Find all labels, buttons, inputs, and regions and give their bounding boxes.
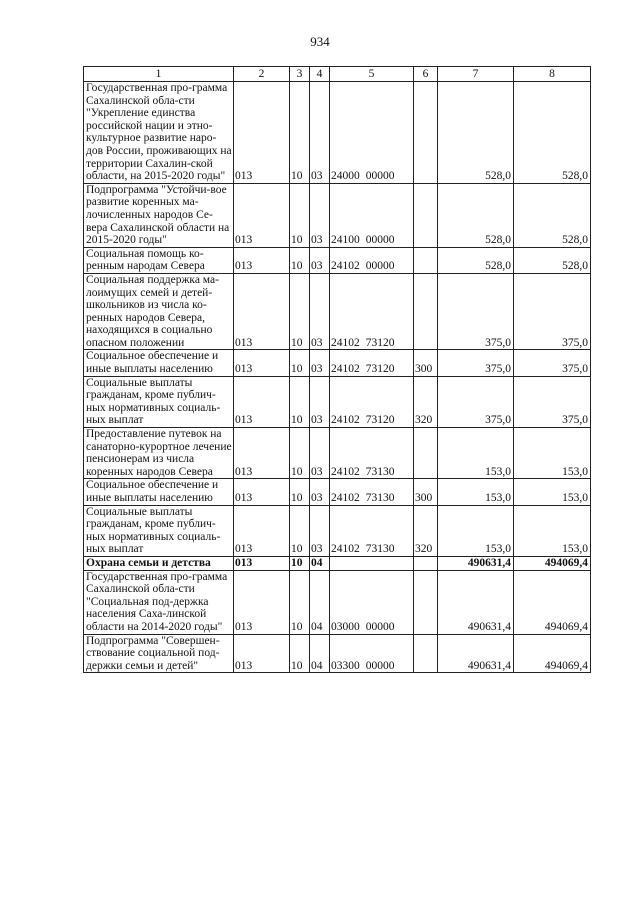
row-name-cell: Социальное обеспечение и иные выплаты населению: [84, 350, 234, 376]
row-section-cell: 10: [290, 634, 310, 673]
target-article-part-2: 73120: [365, 336, 395, 349]
row-target-article-cell: [330, 183, 414, 247]
table-row: [84, 556, 591, 570]
row-target-article-cell: [330, 505, 414, 556]
header-cell-2: 2: [234, 67, 290, 82]
row-subsection-cell: 04: [310, 570, 330, 634]
target-article-part-1: 24102: [331, 465, 360, 478]
table-row: [84, 376, 591, 427]
row-expense-type-cell: [414, 556, 438, 570]
target-article-part-1: 24102: [331, 260, 360, 273]
target-article-part-1: 24100: [331, 234, 360, 247]
row-subsection-cell: 03: [310, 82, 330, 184]
header-cell-6: 6: [414, 67, 438, 82]
table-row: [84, 428, 591, 479]
row-name-cell: Социальные выплаты гражданам, кроме публич-ных нормативных социаль-ных выплат: [84, 505, 234, 556]
row-ministry-code-cell: 013: [234, 556, 290, 570]
row-name-cell: Государственная про-грамма Сахалинской обла-сти "Укрепление единства российской нации и этно-культурное развитие наро-дов России, проживающих на территории Сахалин-ской области, на 2015-2020 годы": [84, 82, 234, 184]
row-amount-2016-cell: 528,0: [438, 82, 514, 184]
row-amount-2017-cell: 494069,4: [514, 634, 591, 673]
row-amount-2016-cell: 490631,4: [438, 570, 514, 634]
row-amount-2017-cell: 528,0: [514, 82, 591, 184]
header-cell-5: 5: [330, 67, 414, 82]
row-amount-2016-cell: 375,0: [438, 273, 514, 350]
row-ministry-code-cell: 013: [234, 82, 290, 184]
table-row: [84, 479, 591, 505]
target-article-part-2: 73120: [365, 363, 395, 376]
row-subsection-cell: 03: [310, 428, 330, 479]
row-amount-2016-cell: 490631,4: [438, 556, 514, 570]
target-article-part-1: 24102: [331, 543, 360, 556]
table-row: [84, 183, 591, 247]
target-article-part-2: 00000: [365, 260, 395, 273]
row-name-cell: Социальная помощь ко-ренным народам Севера: [84, 247, 234, 273]
table-header-row: [84, 67, 591, 82]
row-amount-2016-cell: 375,0: [438, 376, 514, 427]
target-article-part-2: 00000: [365, 659, 395, 672]
row-expense-type-cell: [414, 82, 438, 184]
row-section-cell: 10: [290, 479, 310, 505]
row-amount-2016-cell: 528,0: [438, 247, 514, 273]
row-expense-type-cell: [414, 247, 438, 273]
row-ministry-code-cell: 013: [234, 247, 290, 273]
row-name-cell: Социальные выплаты гражданам, кроме публич-ных нормативных социаль-ных выплат: [84, 376, 234, 427]
row-subsection-cell: 03: [310, 350, 330, 376]
row-amount-2016-cell: 375,0: [438, 350, 514, 376]
budget-table: [83, 66, 591, 673]
row-expense-type-cell: 320: [414, 376, 438, 427]
row-section-cell: 10: [290, 556, 310, 570]
page-number: 934: [310, 34, 330, 49]
row-expense-type-cell: 300: [414, 479, 438, 505]
target-article-part-2: 73130: [365, 492, 395, 504]
row-section-cell: 10: [290, 428, 310, 479]
row-target-article-cell: [330, 556, 414, 570]
row-ministry-code-cell: 013: [234, 479, 290, 505]
row-section-cell: 10: [290, 376, 310, 427]
header-cell-3: 3: [290, 67, 310, 82]
row-amount-2016-cell: 528,0: [438, 183, 514, 247]
target-article-part-2: 73120: [365, 414, 395, 427]
row-name-cell: Социальная поддержка ма-лоимущих семей и детей-школьников из числа ко-ренных народов Севера, находящихся в социально опасном положении: [84, 273, 234, 350]
row-name-cell: Подпрограмма "Совершен-ствование социальной под-держки семьи и детей": [84, 634, 234, 673]
table-row: [84, 350, 591, 376]
row-subsection-cell: 03: [310, 505, 330, 556]
row-amount-2016-cell: 153,0: [438, 479, 514, 505]
row-ministry-code-cell: 013: [234, 350, 290, 376]
row-section-cell: 10: [290, 505, 310, 556]
row-amount-2017-cell: 375,0: [514, 376, 591, 427]
row-target-article-cell: [330, 376, 414, 427]
row-target-article-cell: [330, 82, 414, 184]
row-target-article-cell: [330, 273, 414, 350]
row-expense-type-cell: [414, 570, 438, 634]
row-section-cell: 10: [290, 82, 310, 184]
header-cell-8: 8: [514, 67, 591, 82]
row-amount-2017-cell: 375,0: [514, 350, 591, 376]
row-subsection-cell: 03: [310, 479, 330, 505]
row-name-cell: Подпрограмма "Устойчи-вое развитие коренных ма-лочисленных народов Се-вера Сахалинской области на 2015-2020 годы": [84, 183, 234, 247]
row-amount-2017-cell: 528,0: [514, 183, 591, 247]
row-amount-2017-cell: 153,0: [514, 505, 591, 556]
row-expense-type-cell: [414, 273, 438, 350]
row-amount-2017-cell: 494069,4: [514, 556, 591, 570]
target-article-part-1: 24102: [331, 363, 360, 376]
row-name-cell: Охрана семьи и детства: [84, 556, 234, 570]
table-row: [84, 505, 591, 556]
table-row: [84, 273, 591, 350]
target-article-part-2: 00000: [365, 620, 395, 633]
row-expense-type-cell: 320: [414, 505, 438, 556]
row-expense-type-cell: [414, 183, 438, 247]
target-article-part-2: 00000: [365, 234, 395, 247]
row-section-cell: 10: [290, 183, 310, 247]
target-article-part-1: 24000: [331, 170, 360, 183]
row-ministry-code-cell: 013: [234, 376, 290, 427]
row-name-cell: Предоставление путевок на санаторно-курортное лечение пенсионерам из числа коренных народов Севера: [84, 428, 234, 479]
row-section-cell: 10: [290, 247, 310, 273]
row-amount-2017-cell: 153,0: [514, 479, 591, 505]
row-subsection-cell: 04: [310, 634, 330, 673]
header-cell-1: 1: [84, 67, 234, 82]
row-ministry-code-cell: 013: [234, 428, 290, 479]
row-amount-2016-cell: 490631,4: [438, 634, 514, 673]
row-ministry-code-cell: 013: [234, 183, 290, 247]
row-amount-2016-cell: 153,0: [438, 505, 514, 556]
target-article-part-1: 24102: [331, 336, 360, 349]
row-expense-type-cell: [414, 634, 438, 673]
row-amount-2017-cell: 494069,4: [514, 570, 591, 634]
target-article-part-2: 73130: [365, 465, 395, 478]
row-subsection-cell: 03: [310, 247, 330, 273]
target-article-part-1: 24102: [331, 492, 360, 504]
table-row: [84, 82, 591, 184]
row-target-article-cell: [330, 247, 414, 273]
row-ministry-code-cell: 013: [234, 570, 290, 634]
row-amount-2017-cell: 153,0: [514, 428, 591, 479]
target-article-part-2: 00000: [365, 170, 395, 183]
row-name-cell: Социальное обеспечение и иные выплаты населению: [84, 479, 234, 505]
row-amount-2017-cell: 528,0: [514, 247, 591, 273]
row-target-article-cell: [330, 634, 414, 673]
target-article-part-1: 24102: [331, 414, 360, 427]
row-target-article-cell: [330, 428, 414, 479]
row-expense-type-cell: [414, 428, 438, 479]
row-amount-2017-cell: 375,0: [514, 273, 591, 350]
row-subsection-cell: 03: [310, 376, 330, 427]
row-amount-2016-cell: 153,0: [438, 428, 514, 479]
row-ministry-code-cell: 013: [234, 634, 290, 673]
header-cell-7: 7: [438, 67, 514, 82]
row-target-article-cell: [330, 570, 414, 634]
header-cell-4: 4: [310, 67, 330, 82]
row-ministry-code-cell: 013: [234, 273, 290, 350]
target-article-part-2: 73130: [365, 543, 395, 556]
row-subsection-cell: 04: [310, 556, 330, 570]
row-target-article-cell: [330, 479, 414, 505]
row-ministry-code-cell: 013: [234, 505, 290, 556]
table-row: [84, 634, 591, 673]
table-row: [84, 570, 591, 634]
row-name-cell: Государственная про-грамма Сахалинской обла-сти "Социальная под-держка населения Саха-линской области на 2014-2020 годы": [84, 570, 234, 634]
target-article-part-1: 03300: [331, 659, 360, 672]
target-article-part-1: 03000: [331, 620, 360, 633]
budget-table-body: [84, 67, 591, 673]
row-subsection-cell: 03: [310, 273, 330, 350]
row-section-cell: 10: [290, 273, 310, 350]
row-subsection-cell: 03: [310, 183, 330, 247]
row-target-article-cell: [330, 350, 414, 376]
row-expense-type-cell: 300: [414, 350, 438, 376]
table-row: [84, 247, 591, 273]
row-section-cell: 10: [290, 570, 310, 634]
row-section-cell: 10: [290, 350, 310, 376]
